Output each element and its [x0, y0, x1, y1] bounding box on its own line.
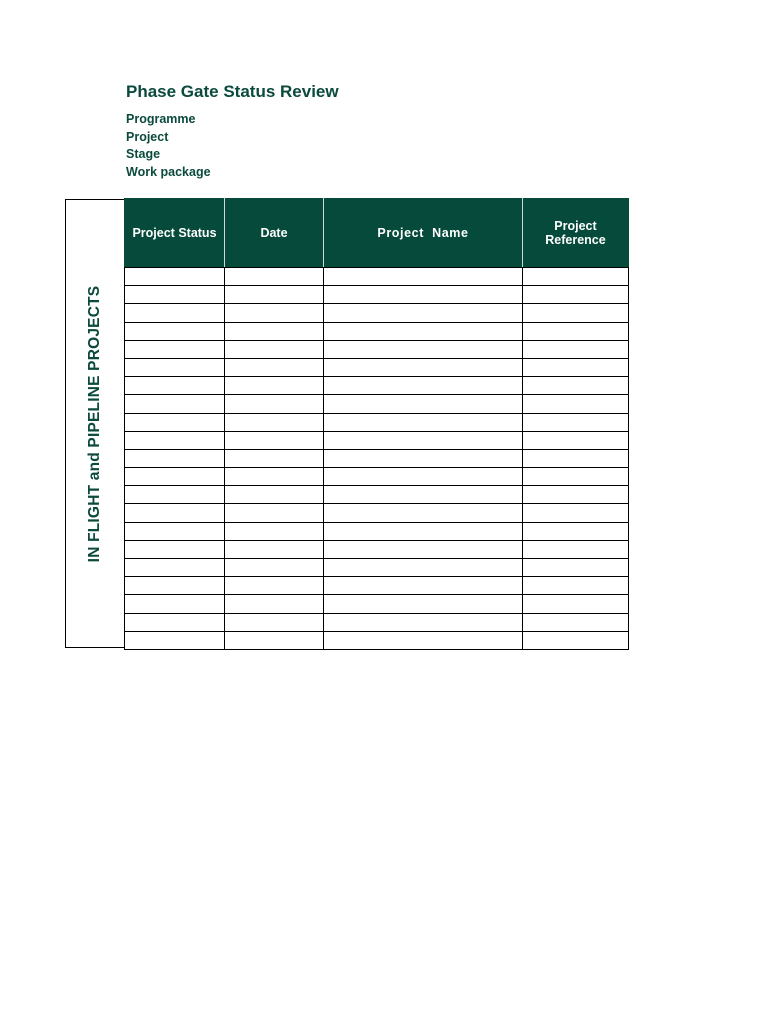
table-row	[125, 577, 629, 595]
field-work-package-label: Work package	[126, 164, 211, 179]
cell-project-reference[interactable]	[523, 322, 629, 340]
header-date: Date	[225, 199, 324, 268]
cell-project-name[interactable]	[324, 504, 523, 522]
cell-project-reference[interactable]	[523, 468, 629, 486]
side-panel	[65, 199, 124, 648]
cell-project-name[interactable]	[324, 322, 523, 340]
cell-project-name[interactable]	[324, 431, 523, 449]
header-project-reference: Project Reference	[523, 199, 629, 268]
table-row	[125, 613, 629, 631]
table-row	[125, 340, 629, 358]
field-project-label: Project	[126, 129, 169, 144]
cell-project-reference[interactable]	[523, 304, 629, 322]
table-row	[125, 268, 629, 286]
cell-project-name[interactable]	[324, 540, 523, 558]
cell-project-status[interactable]	[125, 449, 225, 467]
cell-date[interactable]	[225, 631, 324, 649]
cell-project-reference[interactable]	[523, 449, 629, 467]
table-row	[125, 631, 629, 649]
cell-project-status[interactable]	[125, 613, 225, 631]
cell-project-name[interactable]	[324, 395, 523, 413]
cell-project-reference[interactable]	[523, 377, 629, 395]
cell-project-name[interactable]	[324, 468, 523, 486]
cell-project-status[interactable]	[125, 577, 225, 595]
cell-project-reference[interactable]	[523, 431, 629, 449]
cell-project-name[interactable]	[324, 577, 523, 595]
cell-project-reference[interactable]	[523, 286, 629, 304]
cell-project-name[interactable]	[324, 631, 523, 649]
table-row	[125, 304, 629, 322]
field-programme-label: Programme	[126, 112, 196, 126]
cell-project-status[interactable]	[125, 486, 225, 504]
cell-project-status[interactable]	[125, 268, 225, 286]
cell-date[interactable]	[225, 449, 324, 467]
table-row	[125, 286, 629, 304]
cell-date[interactable]	[225, 613, 324, 631]
table-body	[125, 268, 629, 650]
cell-project-reference[interactable]	[523, 522, 629, 540]
document-meta-fields	[126, 111, 211, 181]
table-row	[125, 413, 629, 431]
cell-project-name[interactable]	[324, 595, 523, 613]
table-row	[125, 595, 629, 613]
cell-project-status[interactable]	[125, 431, 225, 449]
cell-project-name[interactable]	[324, 486, 523, 504]
cell-project-status[interactable]	[125, 304, 225, 322]
cell-project-name[interactable]	[324, 304, 523, 322]
cell-project-name[interactable]	[324, 286, 523, 304]
cell-project-status[interactable]	[125, 322, 225, 340]
cell-date[interactable]	[225, 322, 324, 340]
cell-project-name[interactable]	[324, 358, 523, 376]
cell-project-name[interactable]	[324, 413, 523, 431]
cell-project-reference[interactable]	[523, 613, 629, 631]
cell-project-status[interactable]	[125, 413, 225, 431]
cell-date[interactable]	[225, 559, 324, 577]
cell-project-name[interactable]	[324, 268, 523, 286]
cell-project-reference[interactable]	[523, 504, 629, 522]
cell-project-status[interactable]	[125, 468, 225, 486]
cell-project-reference[interactable]	[523, 559, 629, 577]
table-row	[125, 468, 629, 486]
cell-date[interactable]	[225, 268, 324, 286]
cell-project-reference[interactable]	[523, 540, 629, 558]
cell-project-reference[interactable]	[523, 631, 629, 649]
cell-project-reference[interactable]	[523, 595, 629, 613]
cell-date[interactable]	[225, 595, 324, 613]
cell-project-status[interactable]	[125, 559, 225, 577]
cell-date[interactable]	[225, 486, 324, 504]
cell-project-name[interactable]	[324, 559, 523, 577]
cell-project-status[interactable]	[125, 540, 225, 558]
cell-project-name[interactable]	[324, 613, 523, 631]
cell-date[interactable]	[225, 340, 324, 358]
cell-project-status[interactable]	[125, 522, 225, 540]
cell-date[interactable]	[225, 304, 324, 322]
cell-date[interactable]	[225, 431, 324, 449]
cell-project-reference[interactable]	[523, 268, 629, 286]
table-row	[125, 559, 629, 577]
cell-date[interactable]	[225, 377, 324, 395]
cell-project-status[interactable]	[125, 286, 225, 304]
document-title: Phase Gate Status Review	[126, 82, 339, 101]
cell-date[interactable]	[225, 522, 324, 540]
table-row	[125, 486, 629, 504]
cell-project-name[interactable]	[324, 340, 523, 358]
cell-project-reference[interactable]	[523, 358, 629, 376]
cell-project-status[interactable]	[125, 395, 225, 413]
table-header-row	[125, 199, 629, 268]
table-row	[125, 322, 629, 340]
table-row	[125, 540, 629, 558]
table-row	[125, 504, 629, 522]
cell-date[interactable]	[225, 413, 324, 431]
cell-date[interactable]	[225, 395, 324, 413]
cell-date[interactable]	[225, 286, 324, 304]
cell-project-status[interactable]	[125, 377, 225, 395]
cell-project-name[interactable]	[324, 377, 523, 395]
table-row	[125, 522, 629, 540]
cell-date[interactable]	[225, 577, 324, 595]
cell-project-reference[interactable]	[523, 486, 629, 504]
cell-project-reference[interactable]	[523, 340, 629, 358]
table-row	[125, 395, 629, 413]
cell-project-reference[interactable]	[523, 577, 629, 595]
table-row	[125, 449, 629, 467]
cell-project-reference[interactable]	[523, 395, 629, 413]
header-project-status: Project Status	[125, 199, 225, 268]
table-row	[125, 358, 629, 376]
projects-table	[124, 198, 629, 650]
side-label: IN FLIGHT and PIPELINE PROJECTS	[86, 285, 103, 562]
cell-project-status[interactable]	[125, 340, 225, 358]
cell-project-reference[interactable]	[523, 413, 629, 431]
cell-project-name[interactable]	[324, 449, 523, 467]
cell-date[interactable]	[225, 358, 324, 376]
cell-project-status[interactable]	[125, 631, 225, 649]
cell-project-name[interactable]	[324, 522, 523, 540]
cell-date[interactable]	[225, 504, 324, 522]
cell-project-status[interactable]	[125, 504, 225, 522]
field-stage-label: Stage	[126, 147, 161, 161]
cell-date[interactable]	[225, 468, 324, 486]
table-row	[125, 431, 629, 449]
cell-project-status[interactable]	[125, 358, 225, 376]
cell-project-status[interactable]	[125, 595, 225, 613]
table-row	[125, 377, 629, 395]
cell-date[interactable]	[225, 540, 324, 558]
header-project-name: Project Name	[324, 199, 523, 268]
